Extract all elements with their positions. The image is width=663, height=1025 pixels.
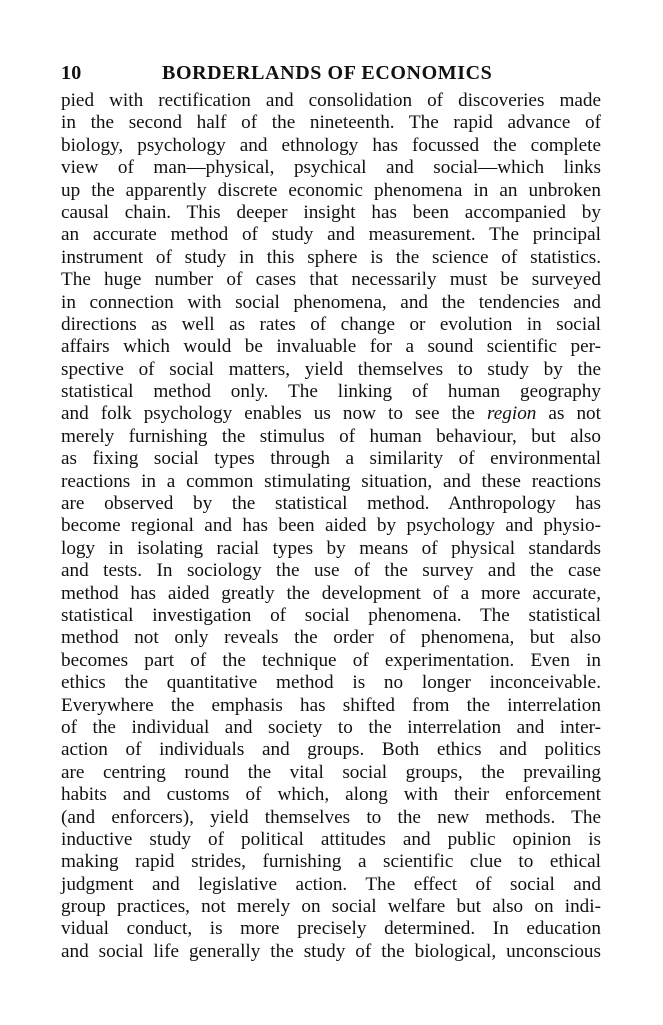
text-line: logy in isolating racial types by means of physical standards: [61, 537, 601, 559]
text-line: affairs which would be invaluable for a sound scientific per-: [61, 336, 601, 358]
text-line: an accurate method of study and measurement. The principal: [61, 224, 601, 246]
text-line: inductive study of political attitudes and public opinion is: [61, 828, 601, 850]
text-line: view of man—physical, psychical and social—which links: [61, 157, 601, 179]
text-line: judgment and legislative action. The effect of social and: [61, 873, 601, 895]
text-line: are observed by the statistical method. Anthropology has: [61, 493, 601, 515]
text-line: of the individual and society to the interrelation and inter-: [61, 716, 601, 738]
text-line: statistical investigation of social phenomena. The statistical: [61, 604, 601, 626]
text-line: method has aided greatly the development of a more accurate,: [61, 582, 601, 604]
text-line: making rapid strides, furnishing a scientific clue to ethical: [61, 851, 601, 873]
text-line: as fixing social types through a similarity of environmental: [61, 448, 601, 470]
text-line: are centring round the vital social groups, the prevailing: [61, 761, 601, 783]
text-line: up the apparently discrete economic phenomena in an unbroken: [61, 179, 601, 201]
text-line: group practices, not merely on social welfare but also on indi-: [61, 896, 601, 918]
text-line: biology, psychology and ethnology has focussed the complete: [61, 134, 601, 156]
text-line: and social life generally the study of the biological, unconscious: [61, 940, 601, 962]
page-number: 10: [61, 62, 82, 84]
text-line: directions as well as rates of change or evolution in social: [61, 313, 601, 335]
running-title: BORDERLANDS OF ECONOMICS: [162, 62, 493, 84]
text-line: The huge number of cases that necessarily must be surveyed: [61, 269, 601, 291]
text-line: spective of social matters, yield themselves to study by the: [61, 358, 601, 380]
text-line: and tests. In sociology the use of the survey and the case: [61, 560, 601, 582]
italic-emphasis: region: [487, 403, 537, 425]
text-line: and folk psychology enables us now to see the region as not: [61, 403, 601, 425]
text-line: habits and customs of which, along with their enforcement: [61, 784, 601, 806]
text-line: in the second half of the nineteenth. The rapid advance of: [61, 112, 601, 134]
text-line: ethics the quantitative method is no longer inconceivable.: [61, 672, 601, 694]
text-line: become regional and has been aided by psychology and physio-: [61, 515, 601, 537]
text-line: action of individuals and groups. Both ethics and politics: [61, 739, 601, 761]
text-line: Everywhere the emphasis has shifted from the interrelation: [61, 694, 601, 716]
body-text: [61, 90, 601, 963]
running-head: [61, 60, 601, 86]
text-line: vidual conduct, is more precisely determined. In education: [61, 918, 601, 940]
text-line: (and enforcers), yield themselves to the new methods. The: [61, 806, 601, 828]
text-line: statistical method only. The linking of human geography: [61, 381, 601, 403]
text-line: causal chain. This deeper insight has been accompanied by: [61, 201, 601, 223]
text-line: in connection with social phenomena, and the tendencies and: [61, 291, 601, 313]
text-line: pied with rectification and consolidation of discoveries made: [61, 90, 601, 111]
text-line: merely furnishing the stimulus of human behaviour, but also: [61, 425, 601, 447]
text-line: reactions in a common stimulating situation, and these reactions: [61, 470, 601, 492]
text-line: instrument of study in this sphere is the science of statistics.: [61, 246, 601, 268]
text-line: becomes part of the technique of experimentation. Even in: [61, 649, 601, 671]
text-line: method not only reveals the order of phenomena, but also: [61, 627, 601, 649]
